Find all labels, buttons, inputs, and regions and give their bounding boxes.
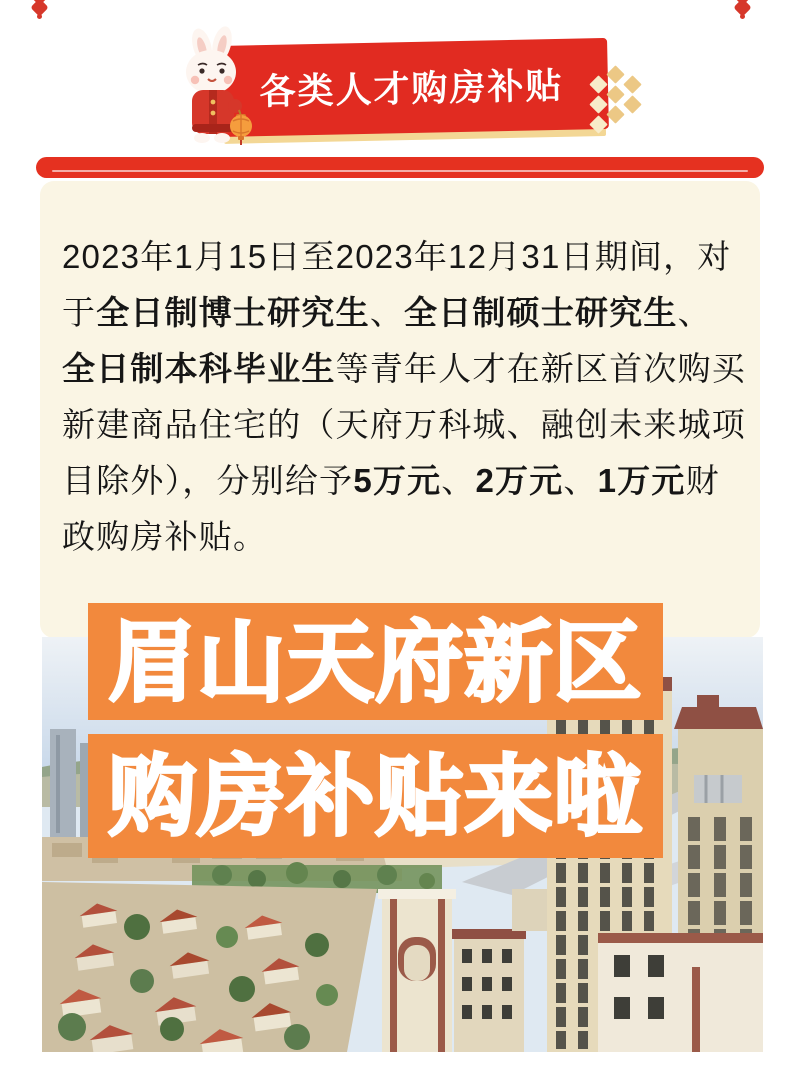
rabbit-mascot-icon xyxy=(180,26,264,146)
red-divider-bar xyxy=(36,157,764,178)
corner-knot-icon xyxy=(733,0,753,20)
header-banner xyxy=(214,38,609,137)
hero-title-line2: 购房补贴来啦 xyxy=(88,734,663,858)
hero-title-line1: 眉山天府新区 xyxy=(88,603,663,720)
banner-title: 各类人才购房补贴 xyxy=(259,64,564,113)
policy-text: 2023年1月15日至2023年12月31日期间，对于全日制博士研究生、全日制硕士研究生、全日制本科毕业生等青年人才在新区首次购买新建商品住宅的（天府万科城、融创未来城项目除外），分别给予5万元、2万元、1万元财政购房补贴。 xyxy=(62,238,747,555)
corner-knot-icon xyxy=(30,0,50,20)
gold-diamond-pattern-icon xyxy=(592,70,652,134)
